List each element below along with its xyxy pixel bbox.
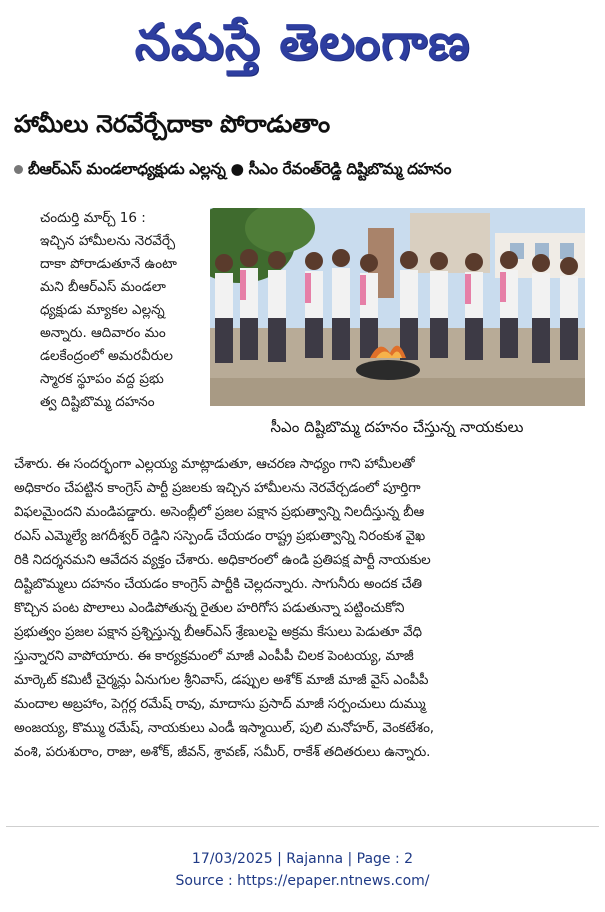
masthead-title: నమస్తే తెలంగాణ — [134, 12, 471, 71]
footer-date-line: 17/03/2025 | Rajanna | Page : 2 — [191, 851, 414, 867]
news-photo — [210, 208, 585, 445]
bullet-icon — [14, 165, 23, 174]
body-line: అధికారం చేపట్టిన కాంగ్రెస్ పార్టీ ప్రజలకు ఇచ్చిన హామీలను నెరవేర్చడంలో పూర్తిగా — [14, 480, 421, 496]
body-line: స్తున్నారని వాపోయారు. ఈ కార్యక్రమంలో మాజీ ఎంపీపీ చిలక పెంటయ్య, మాజీ — [14, 648, 414, 664]
photo-caption: సీఎం దిష్టిబొమ్మ దహనం చేస్తున్న నాయకులు — [270, 418, 524, 436]
body-line: వంశి, పరుశురాం, రాజు, అశోక్, జీవన్, శ్రావణ్, సమీర్, రాకేశ్ తదితరులు ఉన్నారు. — [14, 744, 431, 760]
article-intro-column — [40, 207, 205, 414]
intro-line: దాకా పోరాడుతూనే ఉంటా — [40, 256, 177, 272]
article-subhead — [14, 160, 599, 182]
intro-line: ఇచ్చిన హామీలను నెరవేర్చే — [40, 233, 176, 249]
intro-line: ధ్యక్షుడు మ్యాకల ఎల్లన్న — [40, 302, 165, 318]
body-line: కొచ్చిన పంట పొలాలు ఎండిపోతున్న రైతుల హరిగోస పడుతున్నా పట్టించుకోని — [14, 600, 405, 616]
protest-photo-illustration — [210, 208, 585, 445]
footer-source-link[interactable]: Source : https://epaper.ntnews.com/ — [175, 873, 430, 889]
intro-line: స్మారక స్థూపం వద్ద ప్రభు — [40, 371, 164, 387]
newspaper-masthead — [0, 0, 605, 96]
body-line: విఫలమైందని మండిపడ్డారు. అసెంబ్లీలో ప్రజల పక్షాన ప్రభుత్వాన్ని నిలదీస్తున్న బీఆ — [14, 504, 425, 520]
body-line: మార్కెట్ కమిటీ చైర్మన్లు ఏనుగుల శ్రీనివాస్, డప్పుల అశోక్ మాజీ మాజీ వైస్ ఎంపీపీ — [14, 672, 429, 688]
body-line: దిష్టిబొమ్మలు దహనం చేయడం కాంగ్రెస్ పార్టీకి చెల్లదన్నారు. సాగునీరు అందక చేతి — [14, 576, 422, 592]
intro-line: అన్నారు. ఆదివారం మం — [40, 325, 166, 341]
article-body — [14, 452, 589, 764]
body-line: మందాల అబ్రహాం, పెగ్గర్ల రమేష్ రావు, మాదాసు ప్రసాద్ మాజీ సర్పంచులు దుమ్ము — [14, 696, 426, 712]
intro-line: మని బీఆర్ఎస్ మండలా — [40, 279, 166, 295]
intro-line: త్వ దిష్టిబొమ్మ దహనం — [40, 394, 155, 410]
footer-divider — [6, 826, 599, 827]
intro-line: చందుర్తి మార్చ్ 16 : — [40, 210, 146, 226]
intro-line: డలకేంద్రంలో అమరవీరుల — [40, 348, 173, 364]
body-line: రికి నిదర్శనమని ఆవేదన వ్యక్తం చేశారు. అధికారంలో ఉండి ప్రతిపక్ష పార్టీ నాయకుల — [14, 552, 431, 568]
body-line: రఎస్ ఎమ్మెల్యే జగదీశ్వర్ రెడ్డిని సస్పెండ్ చేయడం రాష్ట్ర ప్రభుత్వాన్ని నిరంకుశ వైఖ — [14, 528, 425, 544]
article-headline: హామీలు నెరవేర్చేదాకా పోరాడుతాం — [14, 110, 330, 138]
body-line: చేశారు. ఈ సందర్భంగా ఎల్లయ్య మాట్లాడుతూ, ఆచరణ సాధ్యం గాని హామీలతో — [14, 456, 415, 472]
page-footer — [0, 848, 605, 892]
body-line: ప్రభుత్వం ప్రజల పక్షాన ప్రశ్నిస్తున్న బీఆర్ఎస్ శ్రేణులపై అక్రమ కేసులు పెడుతూ వేధి — [14, 624, 422, 640]
subhead-text: బీఆర్ఎస్ మండలాధ్యక్షుడు ఎల్లన్న ● సీఎం రేవంత్‌రెడ్డి దిష్టిబొమ్మ దహనం — [28, 160, 452, 178]
body-line: అంజయ్య, కొమ్ము రమేష్, నాయకులు ఎండీ ఇస్మాయిల్, పులి మనోహర్, వెంకటేశం, — [14, 720, 434, 736]
